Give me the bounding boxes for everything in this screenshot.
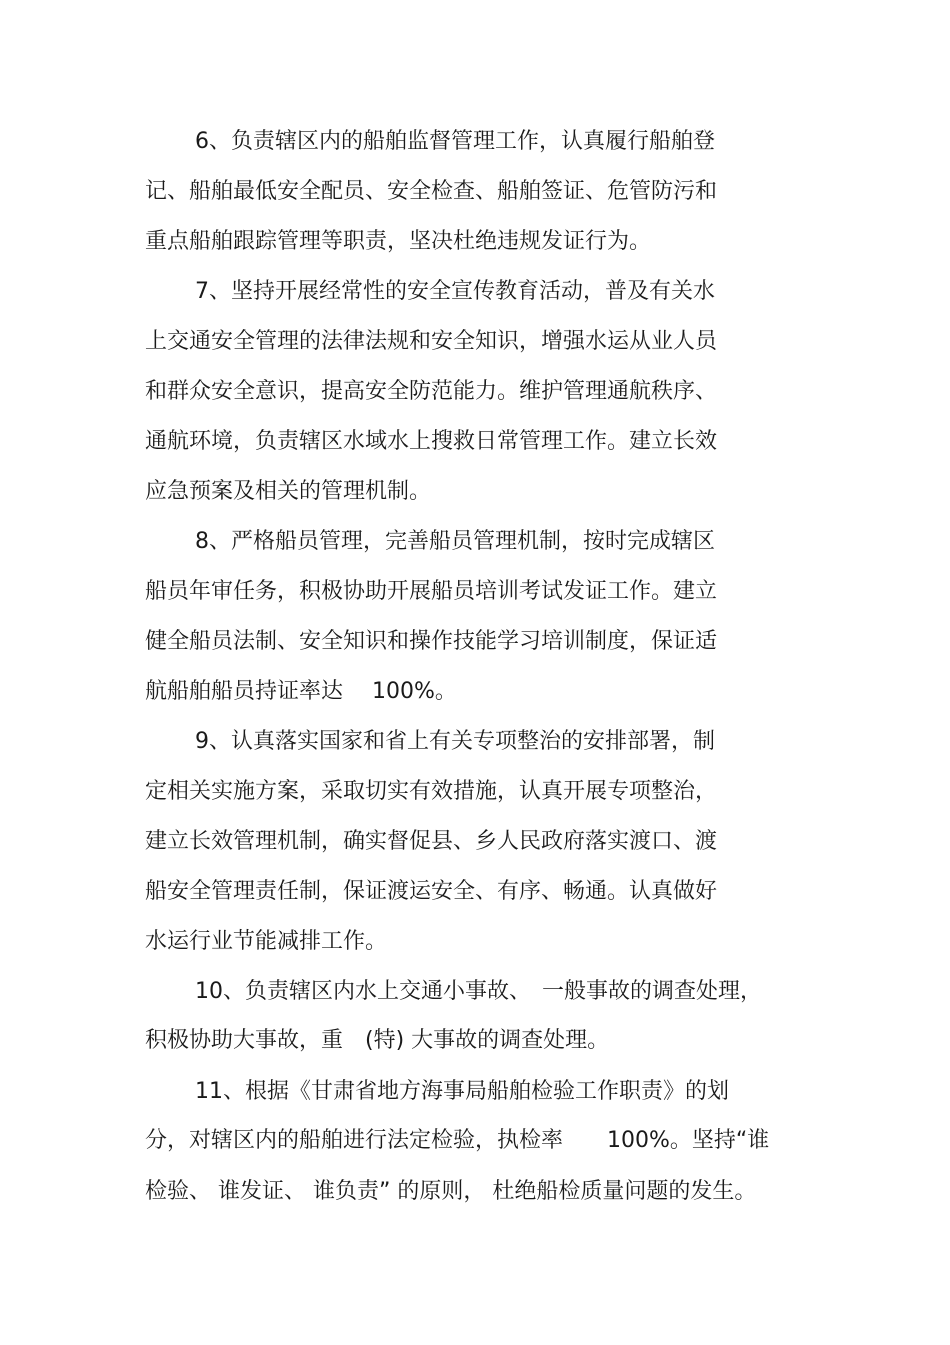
- paragraph-11-line-1: 11、根据《甘肃省地方海事局船舶检验工作职责》的划: [195, 1079, 729, 1104]
- paragraph-6-line-1: 6、负责辖区内的船舶监督管理工作，认真履行船舶登: [195, 129, 715, 154]
- paragraph-7-line-2: 上交通安全管理的法律法规和安全知识，增强水运从业人员: [145, 329, 718, 354]
- paragraph-10-line-2: 积极协助大事故，重 (特) 大事故的调查处理。: [145, 1028, 610, 1053]
- paragraph-9-line-5: 水运行业节能减排工作。: [145, 929, 388, 954]
- paragraph-7-line-1: 7、坚持开展经常性的安全宣传教育活动，普及有关水: [195, 279, 715, 304]
- paragraph-9-line-4: 船安全管理责任制，保证渡运安全、有序、畅通。认真做好: [145, 879, 718, 904]
- paragraph-7-line-4: 通航环境，负责辖区水域水上搜救日常管理工作。建立长效: [145, 429, 718, 454]
- paragraph-9-line-2: 定相关实施方案，采取切实有效措施，认真开展专项整治，: [145, 779, 718, 804]
- paragraph-8-line-1: 8、严格船员管理，完善船员管理机制，按时完成辖区: [195, 529, 715, 554]
- paragraph-9-line-1: 9、认真落实国家和省上有关专项整治的安排部署，制: [195, 729, 715, 754]
- paragraph-10-line-1: 10、负责辖区内水上交通小事故、 一般事故的调查处理，: [195, 979, 762, 1004]
- paragraph-8-line-2: 船员年审任务，积极协助开展船员培训考试发证工作。建立: [145, 579, 718, 604]
- paragraph-6-line-2: 记、船舶最低安全配员、安全检查、船舶签证、危管防污和: [145, 179, 718, 204]
- paragraph-7-line-3: 和群众安全意识，提高安全防范能力。维护管理通航秩序、: [145, 379, 718, 404]
- paragraph-9-line-3: 建立长效管理机制，确实督促县、乡人民政府落实渡口、渡: [145, 829, 718, 854]
- paragraph-11-line-2: 分，对辖区内的船舶进行法定检验，执检率 100%。坚持“谁: [145, 1128, 770, 1153]
- paragraph-7-line-5: 应急预案及相关的管理机制。: [145, 479, 432, 504]
- paragraph-8-line-3: 健全船员法制、安全知识和操作技能学习培训制度，保证适: [145, 629, 718, 654]
- paragraph-8-line-4: 航船舶船员持证率达 100%。: [145, 679, 457, 704]
- paragraph-6-line-3: 重点船舶跟踪管理等职责，坚决杜绝违规发证行为。: [145, 229, 652, 254]
- paragraph-11-line-3: 检验、 谁发证、 谁负责” 的原则， 杜绝船检质量问题的发生。: [145, 1179, 757, 1204]
